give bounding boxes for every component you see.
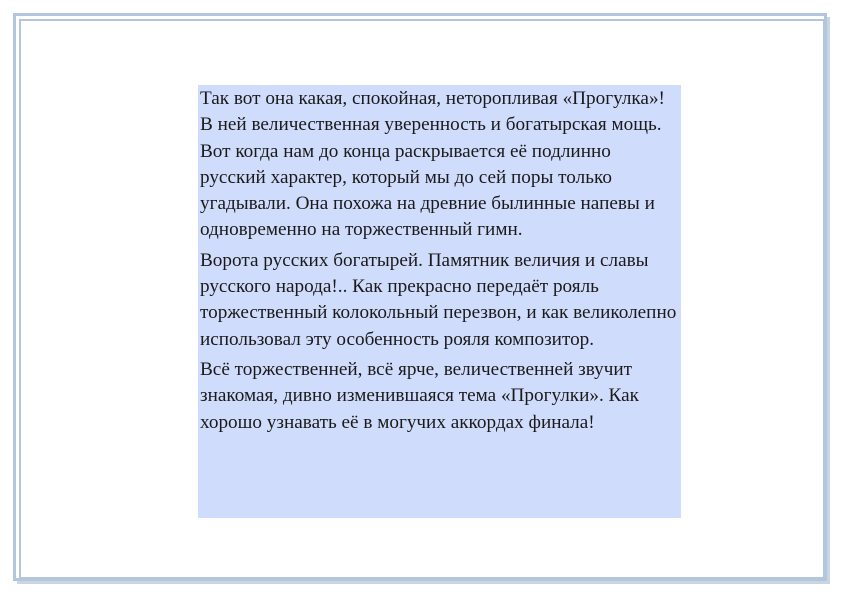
paragraph-3: Всё торжественней, всё ярче, величественней звучит знакомая, дивно изменившаяся тема «Прогулки». Как хорошо узнавать её в могучих аккордах финала! [200, 358, 639, 433]
paragraph-2: Ворота русских богатырей. Памятник величия и славы русского народа!.. Как прекрасно передаёт рояль торжественный колокольный перезвон, и как великолепно использовал эту особенность рояля композитор. [200, 249, 677, 350]
text-box [198, 85, 681, 518]
paragraph-1: Так вот она какая, спокойная, неторопливая «Прогулка»! В ней величественная уверенность и богатырская мощь. Вот когда нам до конца раскрывается её подлинно русский характер, который мы до сей поры только угадывали. Она похожа на древние былинные напевы и одновременно на торжественный гимн. [200, 88, 665, 241]
